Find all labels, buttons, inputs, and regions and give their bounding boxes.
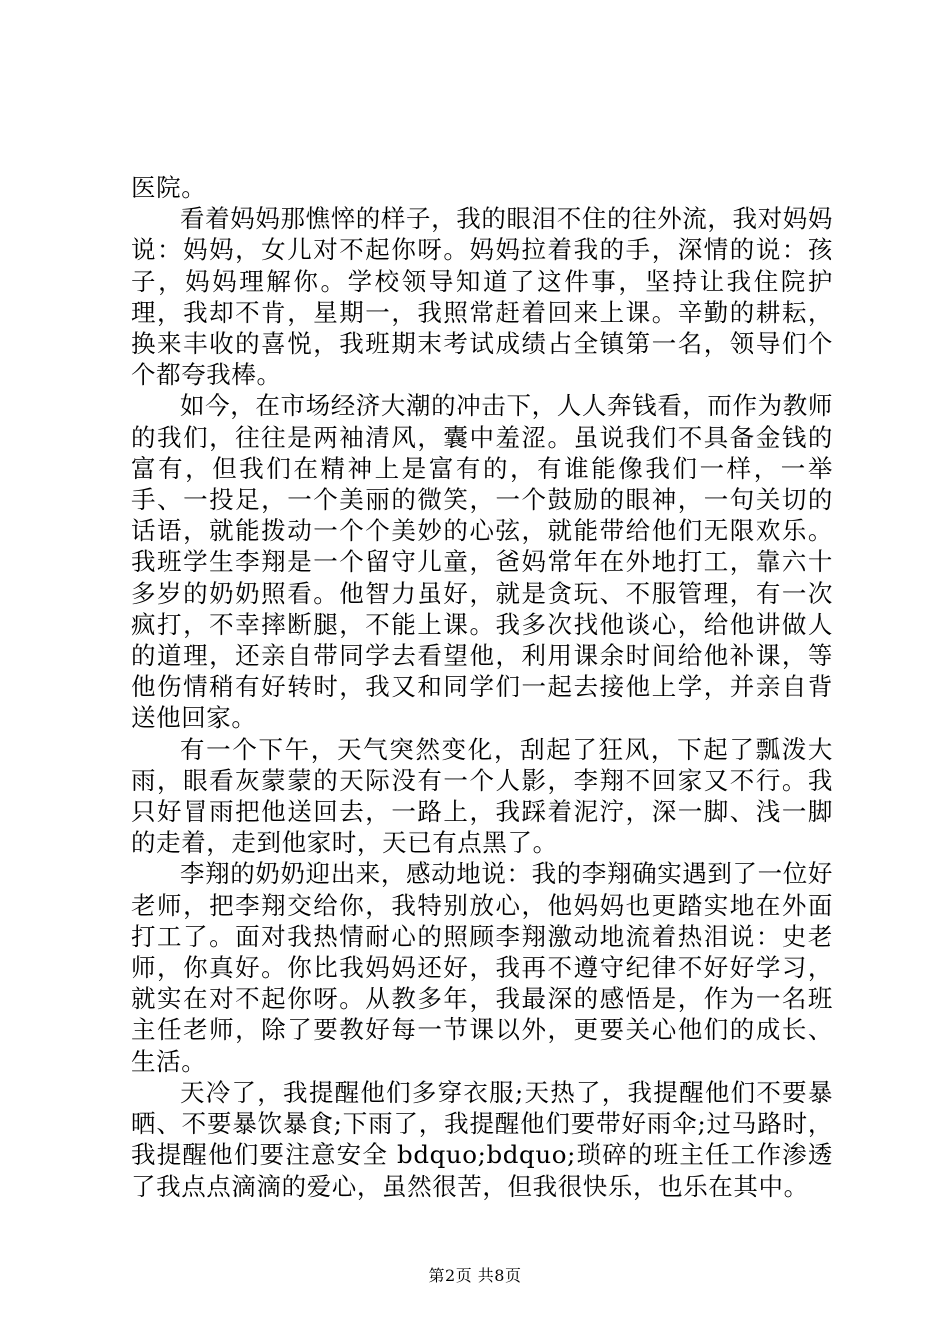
paragraph-grandmother-thanks: 李翔的奶奶迎出来，感动地说：我的李翔确实遇到了一位好老师，把李翔交给你，我特别放心，他妈妈也更踏实地在外面打工了。面对我热情耐心的照顾李翔激动地流着热泪说：史老师，你真好。你比我妈妈还好，我再不遵守纪律不好好学习，就实在对不起你呀。从教多年，我最深的感悟是，作为一名班主任老师，除了要教好每一节课以外，更要关心他们的成长、生活。 [131, 859, 833, 1076]
document-body [131, 172, 833, 1202]
paragraph-mother-hospital: 看着妈妈那憔悴的样子，我的眼泪不住的往外流，我对妈妈说：妈妈，女儿对不起你呀。妈妈拉着我的手，深情的说：孩子，妈妈理解你。学校领导知道了这件事，坚持让我住院护理，我却不肯，星期一，我照常赶着回来上课。辛勤的耕耘，换来丰收的喜悦，我班期末考试成绩占全镇第一名，领导们个个都夸我棒。 [131, 204, 833, 390]
paragraph-rainy-afternoon: 有一个下午，天气突然变化，刮起了狂风，下起了瓢泼大雨，眼看灰蒙蒙的天际没有一个人影，李翔不回家又不行。我只好冒雨把他送回去，一路上，我踩着泥泞，深一脚、浅一脚的走着，走到他家时，天已有点黑了。 [131, 734, 833, 858]
page-number-footer: 第2页 共8页 [428, 1266, 522, 1285]
paragraph-continuation: 医院。 [131, 173, 207, 202]
paragraph-teacher-wealth: 如今，在市场经济大潮的冲击下，人人奔钱看，而作为教师的我们，往往是两袖清风，囊中羞涩。虽说我们不具备金钱的富有，但我们在精神上是富有的，有谁能像我们一样，一举手、一投足，一个美丽的微笑，一个鼓励的眼神，一句关切的话语，就能拨动一个个美妙的心弦，就能带给他们无限欢乐。我班学生李翔是一个留守儿童，爸妈常年在外地打工，靠六十多岁的奶奶照看。他智力虽好，就是贪玩、不服管理，有一次疯打，不幸摔断腿，不能上课。我多次找他谈心，给他讲做人的道理，还亲自带同学去看望他，利用课余时间给他补课，等他伤情稍有好转时，我又和同学们一起去接他上学，并亲自背送他回家。 [131, 391, 833, 733]
paragraph-reminders: 天冷了，我提醒他们多穿衣服;天热了，我提醒他们不要暴晒、不要暴饮暴食;下雨了，我提醒他们要带好雨伞;过马路时，我提醒他们要注意安全 bdquo;bdquo;琐碎的班主任工作渗透了我点点滴滴的爱心，虽然很苦，但我很快乐，也乐在其中。 [131, 1077, 833, 1201]
